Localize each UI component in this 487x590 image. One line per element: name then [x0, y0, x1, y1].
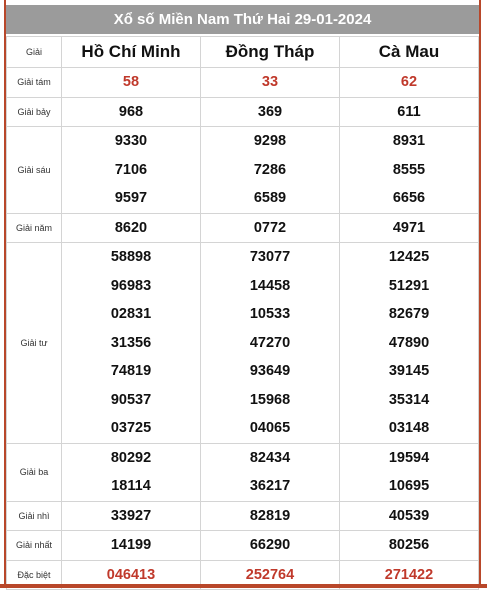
- result-cell: [201, 213, 340, 243]
- lottery-number: 6656: [392, 190, 426, 206]
- lottery-number: 7286: [253, 161, 287, 178]
- lottery-number: 36217: [249, 478, 291, 494]
- lottery-number: 03725: [110, 420, 152, 436]
- result-cell: [62, 443, 201, 501]
- result-cell: [201, 501, 340, 531]
- lottery-number: 90537: [110, 391, 152, 408]
- result-cell: [340, 501, 479, 531]
- result-cell: [340, 531, 479, 561]
- lottery-number: 14199: [110, 537, 152, 553]
- result-cell: [201, 243, 340, 444]
- result-cell: [62, 213, 201, 243]
- header-row: [7, 37, 479, 68]
- lottery-number: 82819: [249, 507, 291, 524]
- lottery-number: 82434: [249, 449, 291, 466]
- special-prize-number: 252764: [245, 566, 295, 583]
- prize-column-header: Giải: [7, 37, 62, 68]
- lottery-number: 47270: [249, 334, 291, 351]
- province-header[interactable]: Đồng Tháp: [201, 37, 340, 68]
- result-cell: [340, 97, 479, 127]
- lottery-number: 62: [400, 74, 418, 90]
- result-cell: [340, 213, 479, 243]
- prize-label: Giải bảy: [7, 97, 62, 127]
- prize-row: [7, 97, 479, 127]
- result-cell: [201, 443, 340, 501]
- result-cell: [62, 68, 201, 98]
- lottery-number: 58898: [110, 249, 152, 265]
- prize-row: [7, 501, 479, 531]
- lottery-number: 9597: [114, 190, 148, 206]
- lottery-number: 0772: [253, 219, 287, 236]
- lottery-number: 80256: [388, 537, 430, 553]
- prize-row: [7, 68, 479, 98]
- lottery-number: 40539: [388, 507, 430, 524]
- lottery-number: 93649: [249, 363, 291, 379]
- prize-row: [7, 531, 479, 561]
- lottery-number: 4971: [392, 219, 426, 236]
- lottery-number: 31356: [110, 334, 152, 351]
- prize-row: [7, 213, 479, 243]
- lottery-number: 04065: [249, 420, 291, 436]
- province-header[interactable]: Hồ Chí Minh: [62, 37, 201, 68]
- lottery-number: 82679: [388, 306, 430, 322]
- lottery-number: 66290: [249, 537, 291, 553]
- lottery-number: 8620: [114, 219, 148, 236]
- prize-label: Giải sáu: [7, 127, 62, 214]
- lottery-number: 9298: [253, 133, 287, 149]
- prize-row: [7, 443, 479, 501]
- province-header[interactable]: Cà Mau: [340, 37, 479, 68]
- lottery-number: 73077: [249, 249, 291, 265]
- lottery-number: 8931: [392, 133, 426, 149]
- prize-label: Giải năm: [7, 213, 62, 243]
- lottery-number: 02831: [110, 306, 152, 322]
- lottery-number: 47890: [388, 334, 430, 351]
- results-table: [6, 36, 479, 590]
- lottery-number: 369: [257, 103, 283, 120]
- prize-label: Đặc biệt: [7, 560, 62, 590]
- lottery-number: 611: [397, 103, 421, 120]
- prize-label: Giải ba: [7, 443, 62, 501]
- result-cell: [340, 127, 479, 214]
- lottery-number: 7106: [114, 161, 148, 178]
- lottery-number: 15968: [249, 391, 291, 408]
- result-cell: [340, 443, 479, 501]
- lottery-number: 74819: [110, 363, 152, 379]
- result-cell: [201, 531, 340, 561]
- result-cell: [340, 68, 479, 98]
- lottery-number: 03148: [388, 420, 430, 436]
- lottery-number: 96983: [110, 277, 152, 294]
- lottery-number: 33: [261, 74, 279, 90]
- prize-label: Giải tám: [7, 68, 62, 98]
- lottery-number: 35314: [388, 391, 430, 408]
- result-cell: [62, 531, 201, 561]
- result-cell: [62, 97, 201, 127]
- lottery-number: 33927: [110, 507, 152, 524]
- special-prize-number: 046413: [106, 566, 156, 583]
- prize-label: Giải nhất: [7, 531, 62, 561]
- lottery-number: 19594: [388, 449, 430, 466]
- lottery-number: 9330: [114, 133, 148, 149]
- prize-label: Giải nhì: [7, 501, 62, 531]
- lottery-number: 6589: [253, 190, 287, 206]
- lottery-number: 39145: [388, 363, 430, 379]
- result-cell: [340, 243, 479, 444]
- lottery-number: 18114: [111, 478, 151, 494]
- special-prize-number: 271422: [384, 566, 434, 583]
- lottery-number: 12425: [388, 249, 430, 265]
- prize-row: [7, 127, 479, 214]
- lottery-number: 14458: [249, 277, 291, 294]
- lottery-number: 80292: [110, 449, 152, 466]
- lottery-number: 968: [118, 103, 144, 120]
- result-cell: [62, 243, 201, 444]
- lottery-number: 51291: [388, 277, 430, 294]
- page-title: Xổ số Miền Nam Thứ Hai 29-01-2024: [6, 5, 479, 34]
- result-cell: [201, 97, 340, 127]
- result-cell: [201, 68, 340, 98]
- prize-row: [7, 243, 479, 444]
- bottom-bar: [0, 584, 487, 588]
- lottery-number: 8555: [392, 161, 426, 178]
- result-cell: [62, 501, 201, 531]
- lottery-number: 10533: [249, 306, 291, 322]
- result-cell: [62, 127, 201, 214]
- prize-label: Giải tư: [7, 243, 62, 444]
- result-cell: [201, 127, 340, 214]
- lottery-number: 10695: [388, 478, 430, 494]
- lottery-number: 58: [122, 74, 140, 90]
